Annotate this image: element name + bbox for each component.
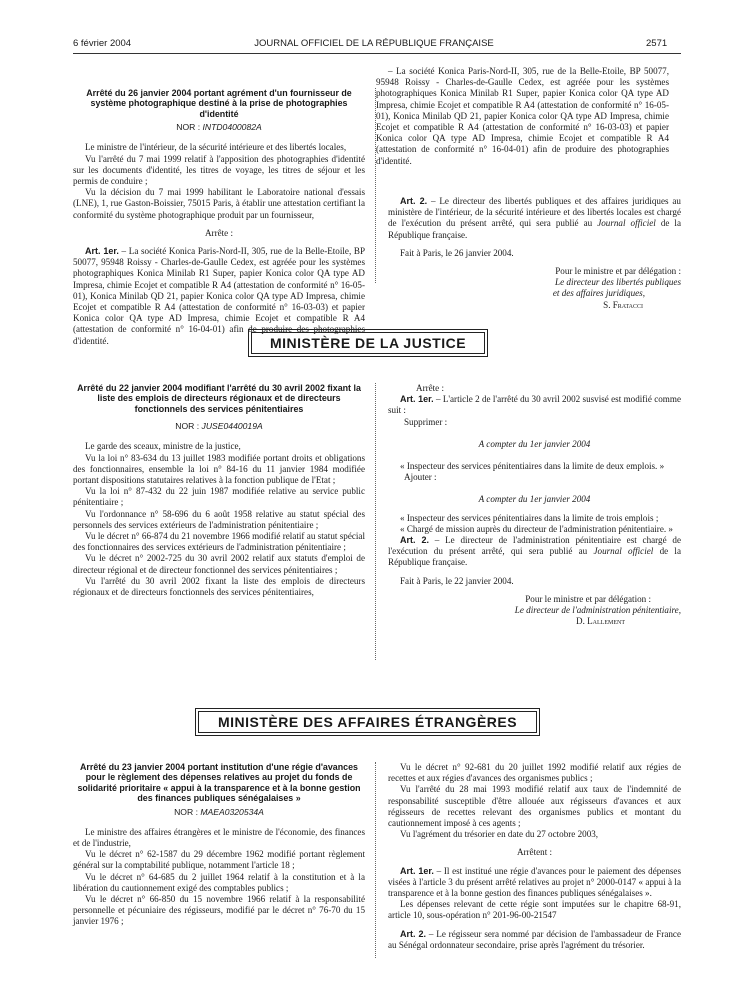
arrete3-arretent: Arrêtent : [516, 847, 553, 858]
arrete3-para: Vu le décret n° 64-685 du 2 juillet 1964 relatif à la constitution et à la libération du cautionnement exigé des comptables publics ; [73, 871, 365, 893]
arrete1-sig3: et des affaires juridiques, [552, 288, 645, 299]
arrete1-arrete: Arrête : [204, 227, 234, 238]
arrete2-supprimer: Supprimer : [404, 416, 448, 427]
arrete2-right-column [388, 383, 681, 627]
article-label: Art. 1er. [400, 865, 434, 876]
arrete1-done: Fait à Paris, le 26 janvier 2004. [400, 247, 514, 258]
arrete3-para: Vu l'agrément du trésorier en date du 27 octobre 2003, [400, 829, 599, 840]
article-text: – La société Konica Paris-Nord-II, 305, rue de la Belle-Etoile, BP 50077, 95948 Roissy - Charles-de-Gaulle Cedex, est agréée pour les systèmes photographiques Konica Minilab R1 Super, papier Konica color QA type AD Impresa, chimie Ecojet et compatible R A4 (attestation de conformité n° 16-05-01), Konica Minilab QD 21, papier Konica color QA type AD Impresa, chimie Ecojet et compatible R A4 (attestation de conformité n° 16-03-03) et papier Konica color QA type AD Impresa, chimie Ecojet et compatible R A4 (attestation de conformité n° 16-04-01) afin de produire des photographies d'identité. [73, 246, 365, 346]
article-text: – Le directeur des libertés publiques et des affaires juridiques au ministère de l'intérieur, de la sécurité intérieure et des libertés locales est chargé de l'exécution du présent arrêté, qui sera publié au [388, 196, 681, 229]
journal-title: JOURNAL OFFICIEL DE LA RÉPUBLIQUE FRANÇAISE [254, 38, 494, 49]
article-text: – L'article 2 de l'arrêté du 30 avril 2002 susvisé est modifié comme suit : [388, 394, 681, 416]
nor-label: NOR : [175, 421, 200, 432]
arrete1-art2 [388, 196, 681, 241]
arrete2-para: Vu le décret n° 66-874 du 21 novembre 1966 modifié relatif au statut spécial des fonctionnaires des services extérieurs de l'administration pénitentiaire ; [73, 531, 365, 553]
journal-officiel-ref: Journal officiel [593, 546, 654, 557]
arrete2-para: Vu la loi n° 83-634 du 13 juillet 1983 modifiée portant droits et obligations des fonctionnaires, ensemble la loi n° 84-16 du 11 janvier 1984 modifiée portant dispositions statutaires relatives à la fonction publique de l'Etat ; [73, 452, 365, 486]
arrete2-quote2: « Inspecteur des services pénitentiaires dans la limite de trois emplois ; [400, 512, 659, 523]
arrete3-art1-p2: Les dépenses relevant de cette régie sont imputées sur le chapitre 68-91, article 10, sous-opération n° 201-96-00-21547 [388, 899, 681, 921]
arrete1-left-column [73, 88, 365, 346]
article-text: – Le directeur de l'administration pénitentiaire est chargé de l'exécution du présent arrêté, qui sera publié au [388, 535, 681, 557]
arrete3-nor [73, 807, 365, 818]
column-divider [375, 762, 376, 958]
arrete1-title: Arrêté du 26 janvier 2004 portant agrément d'un fournisseur de système photographique destiné à la prise de photographies d'identité [86, 88, 352, 119]
article-label: Art. 1er. [400, 394, 434, 405]
arrete3-title: Arrêté du 23 janvier 2004 portant institution d'une régie d'avances pour le règlement des dépenses relatives au projet du fonds de solidarité prioritaire « appui à la transparence et à la bonne gestion des finances publiques sénégalaises » [77, 762, 361, 804]
arrete3-left-column [73, 762, 365, 928]
arrete2-ajouter: Ajouter : [404, 472, 437, 483]
arrete3-art2 [388, 929, 681, 951]
arrete2-title: Arrêté du 22 janvier 2004 modifiant l'arrêté du 30 avril 2002 fixant la liste des emplois de directeurs régionaux et de directeurs fonctionnels des services pénitentiaires [77, 383, 361, 414]
arrete2-quote1: « Inspecteur des services pénitentiaires dans la limite de deux emplois. » [400, 461, 665, 472]
arrete3-art1 [388, 866, 681, 900]
arrete3-para: Vu le décret n° 92-681 du 20 juillet 1992 modifié relatif aux régies de recettes et aux régies d'avances des organismes publics ; [388, 762, 681, 784]
nor-code: INTD0400082A [202, 122, 262, 133]
arrete1-sig2: Le directeur des libertés publiques [555, 277, 681, 288]
ministry-foreign-affairs-heading: MINISTÈRE DES AFFAIRES ÉTRANGÈRES [198, 711, 537, 733]
arrete2-para: Vu l'arrêté du 30 avril 2002 fixant la liste des emplois de directeurs régionaux et de directeurs fonctionnels des services pénitentiaires, [73, 575, 365, 598]
arrete2-signature: D. Lallement [576, 616, 625, 627]
arrete2-quote3: « Chargé de mission auprès du directeur de l'administration pénitentiaire. » [400, 523, 673, 534]
ministry-justice-heading: MINISTÈRE DE LA JUSTICE [251, 332, 485, 354]
article-label: Art. 2. [400, 928, 427, 939]
arrete3-para: Vu le décret n° 66-850 du 15 novembre 1966 relatif à la responsabilité personnelle et pécuniaire des régisseurs, modifié par le décret n° 76-70 du 15 janvier 1976 ; [73, 894, 365, 927]
arrete1-para: Vu la décision du 7 mai 1999 habilitant le Laboratoire national d'essais (LNE), 1, rue Gaston-Boissier, 75015 Paris, à établir une attestation certifiant la conformité du système photographique produit par un fournisseur, [73, 187, 365, 220]
arrete2-para: Vu le décret n° 2002-725 du 30 avril 2002 relatif aux statuts d'emploi de directeur régional et de directeur fonctionnel des services pénitentiaires ; [73, 553, 365, 575]
article-text-end: de la République française. [388, 546, 681, 568]
arrete2-sig1: Pour le ministre et par délégation : [525, 593, 651, 604]
arrete1-nor [73, 122, 365, 133]
nor-code: MAEA0320534A [200, 806, 264, 817]
arrete2-art1 [388, 394, 681, 416]
page-number: 2571 [646, 38, 668, 49]
header-date: 6 février 2004 [73, 38, 132, 49]
nor-code: JUSE0440019A [201, 421, 263, 432]
arrete2-compter2: A compter du 1er janvier 2004 [478, 494, 591, 505]
arrete1-right-column [376, 66, 681, 311]
article-label: Art. 2. [400, 196, 428, 206]
arrete1-signature: S. Fratacci [603, 299, 643, 310]
arrete1-sig1: Pour le ministre et par délégation : [555, 266, 681, 277]
article-text-continued: – La société Konica Paris-Nord-II, 305, rue de la Belle-Etoile, BP 50077, 95948 Roissy - Charles-de-Gaulle Cedex, est agréée pour les systèmes photographiques Konica Minilab R1 Super, papier Konica color QA type AD Impresa, chimie Ecojet et compatible R A4 (attestation de conformité n° 16-05-01), Konica Minilab QD 21, papier Konica color QA type AD Impresa, chimie Ecojet et compatible R A4 (attestation de conformité n° 16-03-03) et papier Konica color QA type AD Impresa, chimie Ecojet et compatible R A4 (attestation de conformité n° 16-04-01) afin de produire des photographies d'identité. [376, 66, 669, 166]
arrete2-nor [73, 421, 365, 432]
arrete2-sig2: Le directeur de l'administration pénitentiaire, [514, 605, 681, 616]
arrete1-para: Le ministre de l'intérieur, de la sécurité intérieure et des libertés locales, [85, 142, 347, 153]
column-divider [375, 383, 376, 660]
arrete2-para: Vu la loi n° 87-432 du 22 juin 1987 modifiée relative au service public pénitentiaire ; [73, 486, 365, 508]
arrete1-para: Vu l'arrêté du 7 mai 1999 relatif à l'apposition des photographies d'identité sur les documents d'identité, les titres de voyage, les titres de séjour et les permis de conduire ; [73, 153, 365, 187]
arrete3-right-column [388, 762, 681, 951]
arrete2-art2 [388, 535, 681, 569]
header-rule [73, 53, 681, 54]
article-text: – Le régisseur sera nommé par décision de l'ambassadeur de France au Sénégal ordonnateur secondaire, prise après l'agrément du trésorier. [388, 928, 681, 950]
article-label: Art. 2. [400, 535, 430, 546]
arrete2-para: Vu l'ordonnance n° 58-696 du 6 août 1958 relative au statut spécial des personnels des services extérieurs de l'administration pénitentiaire ; [73, 508, 365, 530]
nor-label: NOR : [176, 122, 201, 133]
arrete2-arrete: Arrête : [416, 383, 445, 393]
arrete3-para: Vu l'arrêté du 28 mai 1993 modifié relatif aux taux de l'indemnité de responsabilité susceptible d'être allouée aux régisseurs d'avances et aux régisseurs de recettes relevant des organismes publics et montant du cautionnement imposé à ces agents ; [388, 784, 681, 829]
article-label: Art. 1er. [85, 246, 119, 257]
arrete1-art1 [73, 246, 365, 346]
arrete2-left-column [73, 383, 365, 598]
arrete3-para: Vu le décret n° 62-1587 du 29 décembre 1962 modifié portant règlement général sur la comptabilité publique, notamment l'article 18 ; [73, 849, 365, 871]
nor-label: NOR : [174, 806, 198, 817]
journal-officiel-ref: Journal officiel [597, 218, 656, 229]
arrete2-done: Fait à Paris, le 22 janvier 2004. [400, 575, 514, 586]
arrete2-compter1: A compter du 1er janvier 2004 [478, 438, 591, 449]
arrete1-art1-continued [376, 66, 681, 189]
article-text-end: de la République française. [388, 218, 681, 240]
arrete3-para: Le ministre des affaires étrangères et le ministre de l'économie, des finances et de l'industrie, [73, 826, 365, 849]
arrete2-para: Le garde des sceaux, ministre de la justice, [85, 441, 241, 452]
article-text: – Il est institué une régie d'avances pour le paiement des dépenses visées à l'article 3 du présent arrêté relatives au projet n° 2000-0147 « appui à la transparence et à la bonne gestion des finances publiques sénégalaises ». [388, 865, 681, 899]
